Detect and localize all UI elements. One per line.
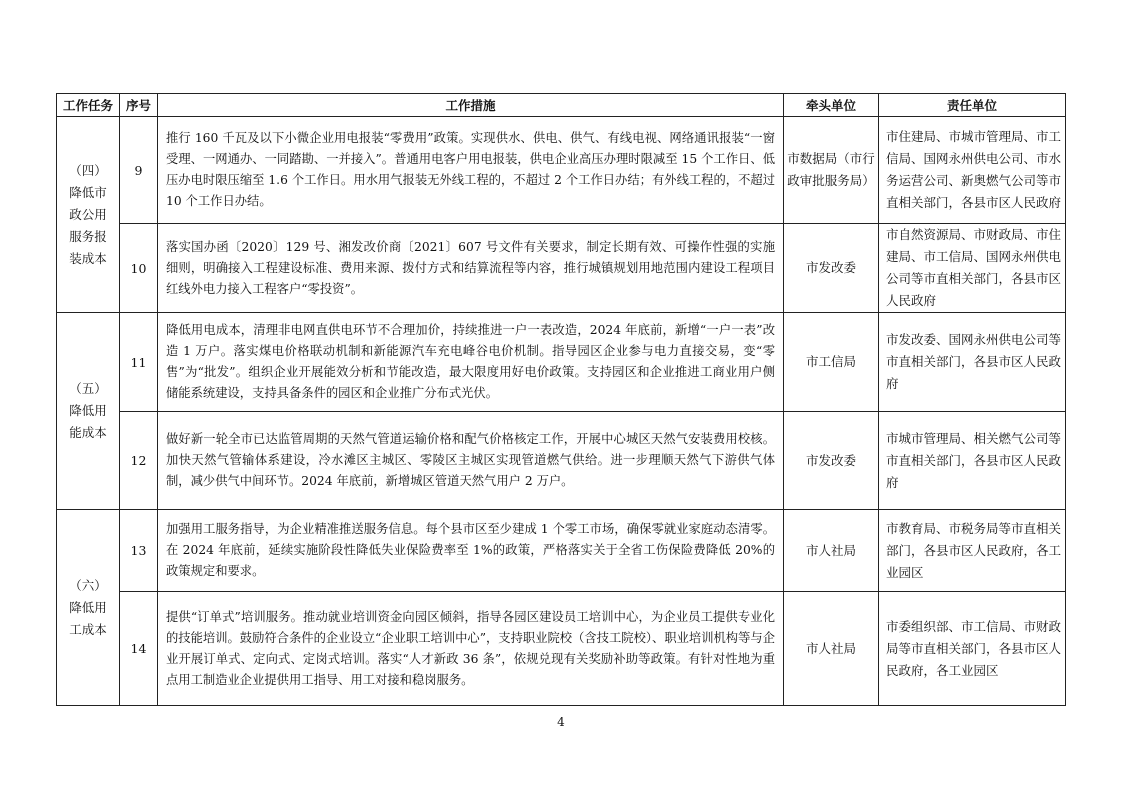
lead-unit-cell: 市发改委 [784, 412, 879, 510]
measure-cell: 降低用电成本，清理非电网直供电环节不合理加价，持续推进一户一表改造，2024 年底前，新增“一户一表”改造 1 万户。落实煤电价格联动机制和新能源汽车充电峰谷电价机制。指导园区企业参与电力直接交易，变“零售”为“批发”。组织企业开展能效分析和节能改造，最大限度用好电价政策。支持园区和企业推进工商业用户侧储能系统建设，支持具备条件的园区和企业推广分布式光伏。 [158, 313, 784, 412]
responsible-unit-cell: 市委组织部、市工信局、市财政局等市直相关部门，各县市区人民政府，各工业园区 [879, 592, 1066, 706]
header-measure: 工作措施 [158, 94, 784, 117]
measure-cell: 做好新一轮全市已达监管周期的天然气管道运输价格和配气价格核定工作，开展中心城区天然气安装费用校核。加快天然气管输体系建设，冷水滩区主城区、零陵区主城区实现管道燃气供给。进一步理顺天然气下游供气体制，减少供气中间环节。2024 年底前，新增城区管道天然气用户 2 万户。 [158, 412, 784, 510]
table-row [57, 313, 1066, 412]
page-number: 4 [557, 715, 565, 729]
responsible-unit-cell: 市城市管理局、相关燃气公司等市直相关部门，各县市区人民政府 [879, 412, 1066, 510]
header-seq: 序号 [120, 94, 158, 117]
lead-unit-cell: 市人社局 [784, 510, 879, 592]
seq-cell: 13 [120, 510, 158, 592]
table-row [57, 592, 1066, 706]
header-resp: 责任单位 [879, 94, 1066, 117]
table-row [57, 412, 1066, 510]
table-row [57, 510, 1066, 592]
table-header-row [57, 94, 1066, 117]
measures-table [56, 93, 1066, 706]
seq-cell: 11 [120, 313, 158, 412]
responsible-unit-cell: 市自然资源局、市财政局、市住建局、市工信局、国网永州供电公司等市直相关部门，各县市区人民政府 [879, 224, 1066, 313]
lead-unit-cell: 市发改委 [784, 224, 879, 313]
header-task: 工作任务 [57, 94, 120, 117]
measure-cell: 推行 160 千瓦及以下小微企业用电报装“零费用”政策。实现供水、供电、供气、有线电视、网络通讯报装“一窗受理、一网通办、一同踏勘、一并接入”。普通用电客户用电报装，供电企业高压办理时限减至 15 个工作日、低压办电时限压缩至 1.6 个工作日。用水用气报装无外线工程的，不超过 2 个工作日办结；有外线工程的，不超过 10 个工作日办结。 [158, 117, 784, 224]
measure-cell: 加强用工服务指导，为企业精准推送服务信息。每个县市区至少建成 1 个零工市场，确保零就业家庭动态清零。在 2024 年底前，延续实施阶段性降低失业保险费率至 1%的政策，严格落实关于全省工伤保险费降低 20%的政策规定和要求。 [158, 510, 784, 592]
task-cell: （四）降低市政公用服务报装成本 [57, 117, 120, 313]
header-lead: 牵头单位 [784, 94, 879, 117]
table-row [57, 224, 1066, 313]
seq-cell: 10 [120, 224, 158, 313]
responsible-unit-cell: 市住建局、市城市管理局、市工信局、国网永州供电公司、市水务运营公司、新奥燃气公司等市直相关部门，各县市区人民政府 [879, 117, 1066, 224]
table-row [57, 117, 1066, 224]
task-cell: （六）降低用工成本 [57, 510, 120, 706]
responsible-unit-cell: 市发改委、国网永州供电公司等市直相关部门，各县市区人民政府 [879, 313, 1066, 412]
lead-unit-cell: 市工信局 [784, 313, 879, 412]
task-cell: （五）降低用能成本 [57, 313, 120, 510]
lead-unit-cell: 市人社局 [784, 592, 879, 706]
seq-cell: 12 [120, 412, 158, 510]
seq-cell: 9 [120, 117, 158, 224]
seq-cell: 14 [120, 592, 158, 706]
measure-cell: 落实国办函〔2020〕129 号、湘发改价商〔2021〕607 号文件有关要求，制定长期有效、可操作性强的实施细则，明确接入工程建设标准、费用来源、拨付方式和结算流程等内容，推行城镇规划用地范围内建设工程项目红线外电力接入工程客户“零投资”。 [158, 224, 784, 313]
responsible-unit-cell: 市教育局、市税务局等市直相关部门，各县市区人民政府，各工业园区 [879, 510, 1066, 592]
lead-unit-cell: 市数据局（市行政审批服务局） [784, 117, 879, 224]
measure-cell: 提供“订单式”培训服务。推动就业培训资金向园区倾斜，指导各园区建设员工培训中心，为企业员工提供专业化的技能培训。鼓励符合条件的企业设立“企业职工培训中心”，支持职业院校（含技工院校）、职业培训机构等与企业开展订单式、定向式、定岗式培训。落实“人才新政 36 条”，依规兑现有关奖励补助等政策。有针对性地为重点用工制造业企业提供用工指导、用工对接和稳岗服务。 [158, 592, 784, 706]
